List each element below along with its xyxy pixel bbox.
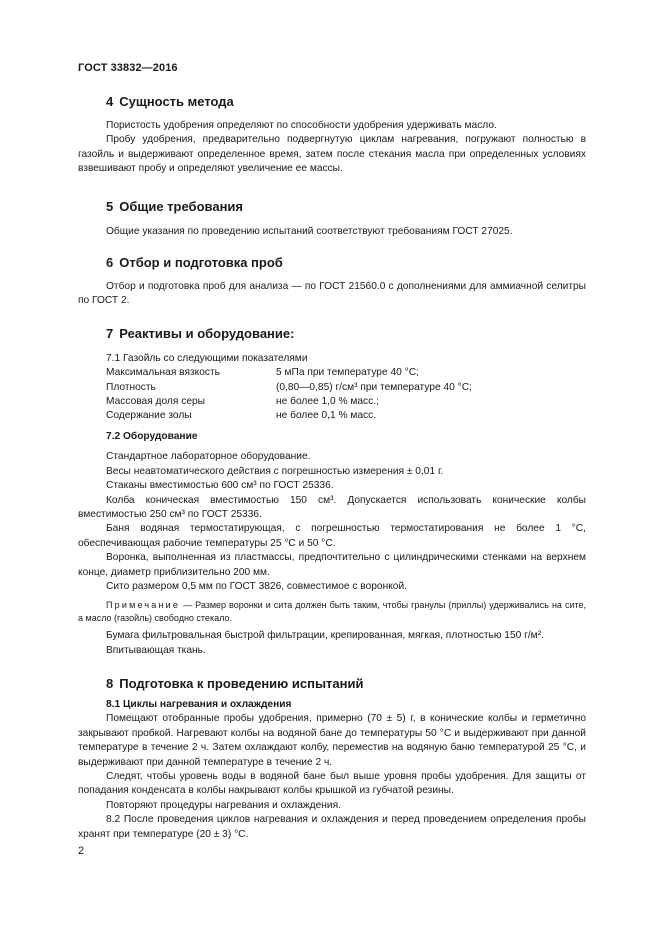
paragraph: Колба коническая вместимостью 150 см³. Допускается использовать конические колбы вместимостью 250 см³ по ГОСТ 25336. <box>78 494 586 520</box>
property-value: не более 0,1 % масс. <box>276 410 377 422</box>
section-8-heading <box>78 675 586 693</box>
paragraph: Помещают отобранные пробы удобрения, примерно (70 ± 5) г, в конические колбы и герметично закрывают пробкой. Нагревают колбы на водяной бане до температуры 50 °С и выдерживают при данной температуре в течение 2 ч. Затем охлаждают колбу, переместив на водяную баню температурой 25 °С, и выдерживают при данной температуре в течение 2 ч. <box>78 713 586 768</box>
section-title: Отбор и подготовка проб <box>119 255 283 271</box>
section-4-heading <box>78 93 586 111</box>
section-number: 7 <box>106 325 114 341</box>
paragraph: Повторяют процедуры нагревания и охлаждения. <box>106 799 341 811</box>
paragraph: Баня водяная термостатирующая, с погрешностью термостатирования не более 1 °С, обеспечивающая рабочие температуры 25 °С и 50 °С. <box>78 523 586 549</box>
paragraph: Стандартное лабораторное оборудование. <box>106 451 311 463</box>
paragraph: Сито размером 0,5 мм по ГОСТ 3826, совместимое с воронкой. <box>106 580 407 592</box>
note-label: Примечание <box>106 600 181 611</box>
paragraph: Бумага фильтровальная быстрой фильтрации, крепированная, мягкая, плотностью 150 г/м². <box>106 630 544 642</box>
paragraph: Пробу удобрения, предварительно подвергнутую циклам нагревания, погружают полностью в газойль и выдерживают определенное время, затем после стекания масла при определенных условиях взвешивают пробу и определяют увеличение ее массы. <box>78 134 586 175</box>
property-row <box>78 395 586 409</box>
note-text: — Размер воронки и сита должен быть таким, чтобы гранулы (приллы) удерживались на сите, а масло (газойль) свободно стекало. <box>78 600 586 623</box>
section-title: Сущность метода <box>119 94 234 109</box>
paragraph: Пористость удобрения определяют по способности удобрения удерживать масло. <box>106 120 497 131</box>
subsection-heading: 8.1 Циклы нагревания и охлаждения <box>106 698 292 710</box>
page-number: 2 <box>78 845 85 857</box>
paragraph: Воронка, выполненная из пластмассы, предпочтительно с цилиндрическими стенками на верхнем конце, диаметр приблизительно 200 мм. <box>78 552 586 578</box>
subsection-heading: 7.2 Оборудование <box>106 430 198 442</box>
section-6-heading <box>78 254 586 272</box>
property-row <box>78 409 586 423</box>
property-name: Содержание золы <box>106 410 192 422</box>
section-5-heading <box>78 198 586 216</box>
paragraph: Общие указания по проведению испытаний соответствуют требованиям ГОСТ 27025. <box>106 225 513 237</box>
property-row <box>78 366 586 380</box>
section-title: Реактивы и оборудование: <box>119 325 295 341</box>
paragraph: Следят, чтобы уровень воды в водяной бане был выше уровня пробы удобрения. Для защиты от попадания конденсата в колбы накрывают колбы крышкой из губчатой резины. <box>78 771 586 797</box>
paragraph: Весы неавтоматического действия с погрешностью измерения ± 0,01 г. <box>106 465 444 477</box>
note <box>78 599 586 624</box>
section-title: Общие требования <box>119 198 243 214</box>
property-name: Массовая доля серы <box>106 396 205 408</box>
section-number: 5 <box>106 198 114 214</box>
standard-header: ГОСТ 33832—2016 <box>78 62 178 74</box>
paragraph: 7.1 Газойль со следующими показателями <box>106 352 308 364</box>
property-row <box>78 381 586 395</box>
paragraph: Стаканы вместимостью 600 см³ по ГОСТ 25336. <box>106 480 334 492</box>
paragraph: Впитывающая ткань. <box>106 644 206 656</box>
property-name: Плотность <box>106 381 156 393</box>
property-name: Максимальная вязкость <box>106 367 220 379</box>
property-value: (0,80—0,85) г/см³ при температуре 40 °С; <box>276 381 472 393</box>
section-number: 8 <box>106 675 114 691</box>
section-title: Подготовка к проведению испытаний <box>119 675 364 691</box>
property-value: не более 1,0 % масс.; <box>276 396 379 408</box>
section-7-heading <box>78 325 586 343</box>
paragraph: 8.2 После проведения циклов нагревания и охлаждения и перед проведением определения пробы хранят при температуре (20 ± 3) °С. <box>78 814 586 840</box>
paragraph: Отбор и подготовка проб для анализа — по ГОСТ 21560.0 с дополнениями для аммиачной селитры по ГОСТ 2. <box>78 281 586 307</box>
section-number: 4 <box>106 94 114 109</box>
property-value: 5 мПа при температуре 40 °С; <box>276 367 419 379</box>
section-number: 6 <box>106 255 114 271</box>
document-body <box>78 90 586 842</box>
